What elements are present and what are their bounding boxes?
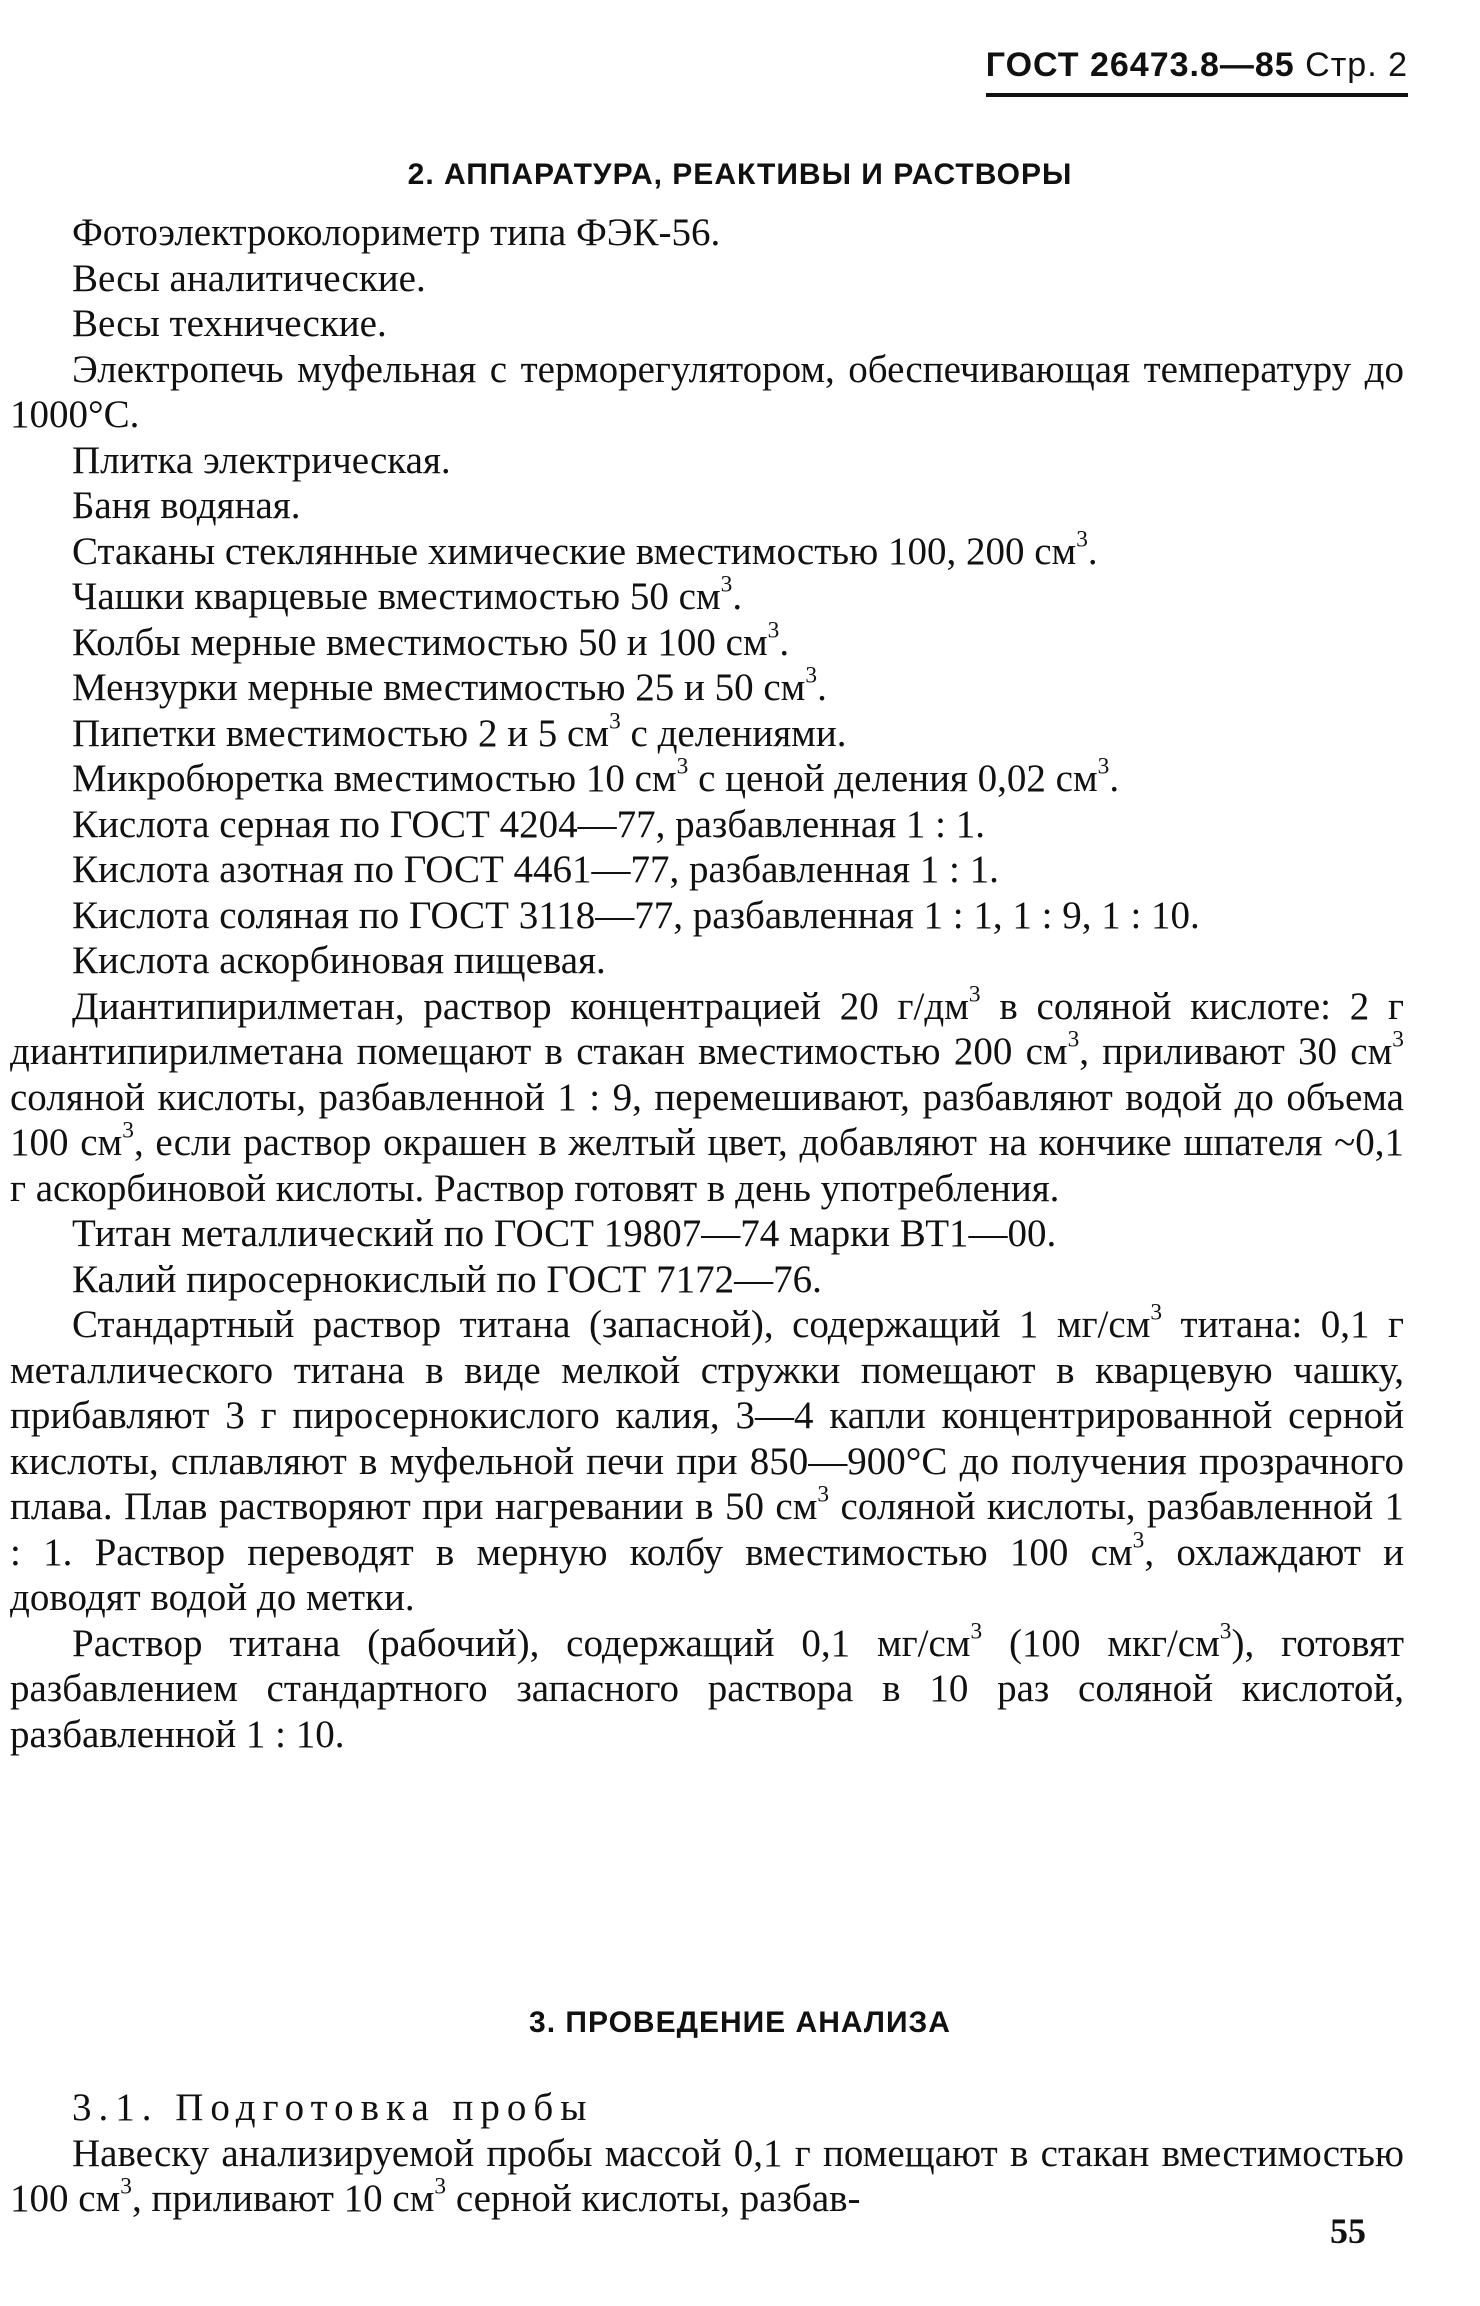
page-number: 55 bbox=[1330, 2211, 1366, 2251]
subsection-title: 3.1. Подготовка пробы bbox=[72, 2086, 594, 2129]
superscript: 3 bbox=[122, 1117, 134, 1144]
paragraph bbox=[10, 1299, 1405, 1621]
superscript: 3 bbox=[1392, 1026, 1404, 1053]
text-run: Мензурки мерные вместимостью 25 и 50 см bbox=[72, 666, 806, 709]
text-run: Плитка электрическая. bbox=[72, 438, 451, 482]
text-run: соляной кислоты, разбавленной 1 : 9, перемешивают, разбавляют водой до объема 100 см bbox=[10, 1075, 1404, 1164]
paragraph bbox=[10, 802, 1404, 848]
text-run: Весы аналитические. bbox=[72, 256, 426, 300]
paragraph bbox=[10, 847, 1404, 893]
paragraph bbox=[10, 1211, 1404, 1257]
superscript: 3 bbox=[1132, 1526, 1145, 1553]
text-run: Стандартный раствор титана (запасной), содержащий 1 мг/см bbox=[72, 1303, 1151, 1346]
text-run: Электропечь муфельная с терморегулятором, обеспечивающая температуру до 1000°С. bbox=[10, 347, 1404, 436]
text-run: Кислота соляная по ГОСТ 3118—77, разбавленная 1 : 1, 1 : 9, 1 : 10. bbox=[72, 893, 1200, 937]
text-run: с делениями. bbox=[620, 711, 847, 755]
paragraph bbox=[10, 347, 1404, 438]
standard-number: ГОСТ 26473.8—85 bbox=[985, 46, 1295, 84]
superscript: 3 bbox=[805, 662, 818, 689]
text-run: Чашки кварцевые вместимостью 50 см bbox=[72, 575, 721, 618]
superscript: 3 bbox=[1097, 753, 1110, 780]
paragraph bbox=[10, 483, 1404, 529]
superscript: 3 bbox=[609, 707, 621, 734]
paragraph bbox=[10, 938, 1404, 984]
paragraph bbox=[10, 525, 1404, 575]
text-run: (100 мкг/см bbox=[982, 1621, 1220, 1665]
text-run: . bbox=[779, 620, 790, 664]
text-run: . bbox=[1087, 529, 1098, 573]
text-run: титана: 0,1 г металлического титана в виде мелкой стружки помещают в кварцевую чашку, прибавляют 3 г пиросернокислого калия, 3—4 капли концентрированной серной кислоты, сплавляют в муфельной печи при 850—900°С до получения прозрачного плава. Плав растворяют при нагревании в 50 см bbox=[10, 1303, 1404, 1528]
paragraph bbox=[10, 893, 1404, 939]
text-run: , приливают 10 см bbox=[131, 2177, 435, 2220]
text-run: Титан металлический по ГОСТ 19807—74 марки ВТ1—00. bbox=[72, 1212, 1057, 1255]
text-run: Весы технические. bbox=[72, 302, 387, 345]
section-2-title: 2. АППАРАТУРА, РЕАКТИВЫ И РАСТВОРЫ bbox=[407, 158, 1073, 191]
text-run: Баня водяная. bbox=[72, 484, 301, 527]
text-run: Фотоэлектроколориметр типа ФЭК-56. bbox=[72, 211, 721, 254]
text-run: . bbox=[732, 575, 743, 618]
text-run: Кислота азотная по ГОСТ 4461—77, разбавленная 1 : 1. bbox=[72, 848, 999, 891]
paragraph bbox=[10, 1257, 1404, 1303]
text-run: Кислота серная по ГОСТ 4204—77, разбавленная 1 : 1. bbox=[72, 802, 985, 846]
text-run: , приливают 30 см bbox=[1079, 1030, 1393, 1073]
superscript: 3 bbox=[767, 616, 780, 643]
text-run: соляной кислоты, разбавленной 1 : 1. Раствор переводят в мерную колбу вместимостью 100 см bbox=[10, 1485, 1405, 1574]
superscript: 3 bbox=[1076, 525, 1088, 552]
text-run: Колбы мерные вместимостью 50 и 100 см bbox=[72, 620, 768, 664]
text-run: Навеску анализируемой пробы массой 0,1 г помещают в стакан вместимостью 100 см bbox=[10, 2131, 1404, 2220]
text-run: . bbox=[817, 666, 827, 709]
superscript: 3 bbox=[968, 980, 981, 1007]
text-run: Раствор титана (рабочий), содержащий 0,1 мг/см bbox=[72, 1621, 971, 1665]
paragraph bbox=[10, 662, 1404, 711]
section-2-body bbox=[10, 210, 1404, 1757]
text-run: Пипетки вместимостью 2 и 5 см bbox=[72, 711, 610, 755]
text-run: в соляной кислоте: 2 г диантипирилметана помещают в стакан вместимостью 200 см bbox=[10, 984, 1404, 1073]
text-run: серной кислоты, разбав- bbox=[446, 2177, 861, 2220]
text-run: , если раствор окрашен в желтый цвет, добавляют на кончике шпателя ~0,1 г аскорбиновой кислоты. Раствор готовят в день употребления. bbox=[10, 1121, 1404, 1210]
paragraph bbox=[10, 616, 1404, 666]
superscript: 3 bbox=[1219, 1617, 1232, 1644]
superscript: 3 bbox=[970, 1617, 983, 1644]
text-run: Диантипирилметан, раствор концентрацией 20 г/дм bbox=[72, 984, 969, 1028]
paragraph bbox=[10, 301, 1404, 347]
paragraph bbox=[10, 753, 1404, 802]
text-run: Кислота аскорбиновая пищевая. bbox=[72, 939, 606, 982]
paragraph bbox=[10, 256, 1404, 302]
paragraph bbox=[10, 210, 1404, 256]
text-run: Стаканы стеклянные химические вместимостью 100, 200 см bbox=[72, 529, 1077, 573]
superscript: 3 bbox=[676, 753, 689, 780]
superscript: 3 bbox=[1067, 1026, 1080, 1053]
section-3-body bbox=[10, 2085, 1404, 2222]
text-run: с ценой деления 0,02 см bbox=[688, 757, 1098, 800]
page-header bbox=[986, 46, 1408, 97]
paragraph bbox=[10, 1617, 1404, 1758]
text-run: . bbox=[1109, 757, 1120, 800]
paragraph bbox=[10, 2131, 1404, 2222]
section-3-title: 3. ПРОВЕДЕНИЕ АНАЛИЗА bbox=[529, 2006, 951, 2039]
superscript: 3 bbox=[120, 2173, 132, 2200]
superscript: 3 bbox=[817, 1481, 830, 1508]
paragraph bbox=[10, 571, 1404, 620]
superscript: 3 bbox=[1150, 1299, 1163, 1326]
text-run: Калий пиросернокислый по ГОСТ 7172—76. bbox=[72, 1257, 822, 1301]
text-run: ), готовят разбавлением стандартного запасного раствора в 10 раз соляной кислотой, разбавленной 1 : 10. bbox=[10, 1621, 1404, 1756]
paragraph bbox=[10, 980, 1404, 1212]
text-run: , охлаждают и доводят водой до метки. bbox=[10, 1530, 1404, 1619]
paragraph bbox=[10, 438, 1404, 484]
paragraph bbox=[10, 707, 1404, 757]
text-run: Микробюретка вместимостью 10 см bbox=[72, 757, 677, 800]
superscript: 3 bbox=[720, 571, 733, 598]
page-label: Стр. 2 bbox=[1305, 46, 1408, 84]
superscript: 3 bbox=[434, 2173, 447, 2200]
